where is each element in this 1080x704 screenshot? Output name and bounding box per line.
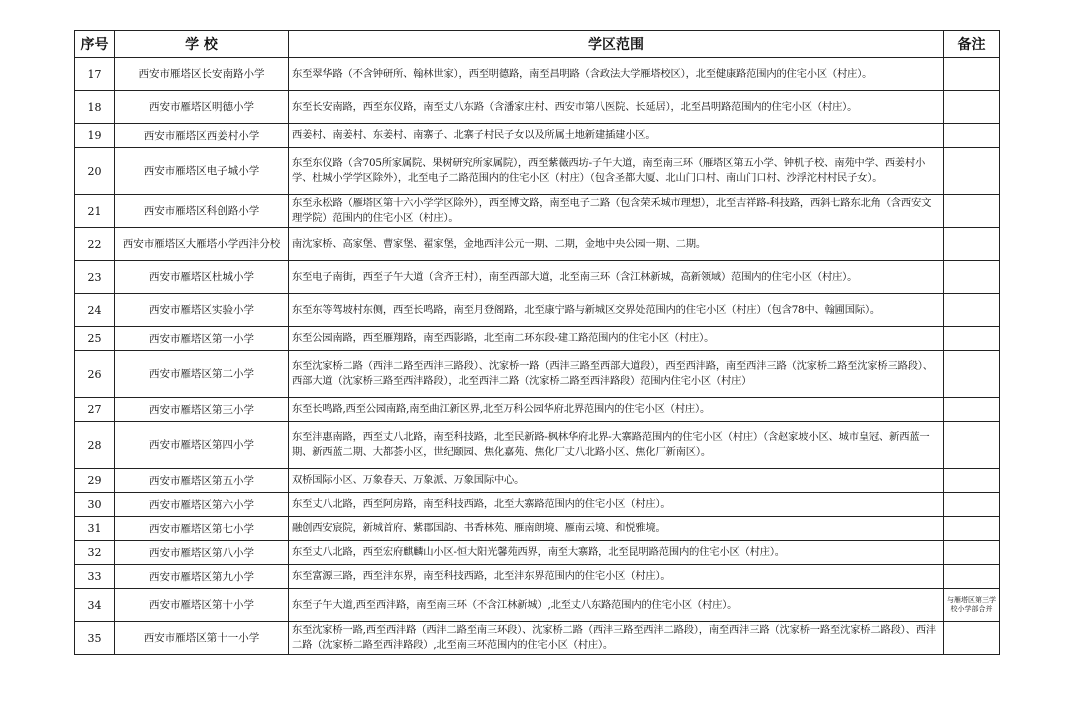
district-range: 东至公园南路，西至雁翔路，南至西影路，北至南二环东段-建工路范围内的住宅小区（村庄）。 [289, 327, 944, 351]
table-row [75, 622, 1000, 655]
row-number: 35 [75, 622, 115, 655]
school-name: 西安市雁塔区第一小学 [115, 327, 289, 351]
remark [944, 351, 1000, 398]
row-number: 29 [75, 469, 115, 493]
row-number: 34 [75, 589, 115, 622]
row-number: 32 [75, 541, 115, 565]
district-range: 东至沈家桥二路（西沣二路至西沣三路段）、沈家桥一路（西沣三路至西部大道段），西至西沣路，南至西沣三路（沈家桥二路至沈家桥三路段）、西部大道（沈家桥三路至西沣路段），北至西沣二路（沈家桥二路至西沣路段）范围内住宅小区（村庄） [289, 351, 944, 398]
school-name: 西安市雁塔区第七小学 [115, 517, 289, 541]
row-number: 18 [75, 91, 115, 124]
remark [944, 493, 1000, 517]
school-name: 西安市雁塔区西姜村小学 [115, 124, 289, 148]
school-name: 西安市雁塔区第十小学 [115, 589, 289, 622]
district-range: 东至东等驾坡村东侧，西至长鸣路，南至月登阁路，北至康宁路与新城区交界处范围内的住宅小区（村庄）（包含78中、翰圃国际）。 [289, 294, 944, 327]
district-range: 东至富源三路，西至沣东界，南至科技西路，北至沣东界范围内的住宅小区（村庄）。 [289, 565, 944, 589]
header-school: 学 校 [115, 31, 289, 58]
remark [944, 124, 1000, 148]
header-range: 学区范围 [289, 31, 944, 58]
district-range: 南沈家桥、高家堡、曹家堡、翟家堡，金地西沣公元一期、二期，金地中央公园一期、二期。 [289, 228, 944, 261]
remark [944, 148, 1000, 195]
remark [944, 469, 1000, 493]
table-row [75, 58, 1000, 91]
district-range: 西姜村、南姜村、东姜村、南寨子、北寨子村民子女以及所属土地新建插建小区。 [289, 124, 944, 148]
header-note: 备注 [944, 31, 1000, 58]
district-range: 东至东仪路（含705所家属院、果树研究所家属院），西至紫薇西坊-子午大道，南至南三环（雁塔区第五小学、钟机子校、南苑中学、西姜村小学、杜城小学学区除外），北至电子二路范围内的住宅小区（村庄）（包含圣都大厦、北山门口村、南山门口村、沙浮沱村村民子女）。 [289, 148, 944, 195]
table-row [75, 517, 1000, 541]
table-row [75, 422, 1000, 469]
district-range: 东至沈家桥一路,西至西沣路（西沣二路至南三环段）、沈家桥二路（西沣三路至西沣二路段），南至西沣三路（沈家桥一路至沈家桥二路段）、西沣二路（沈家桥二路至西沣路段）,北至南三环范围内的住宅小区（村庄）。 [289, 622, 944, 655]
table-row [75, 565, 1000, 589]
table-row [75, 589, 1000, 622]
remark [944, 91, 1000, 124]
table-row [75, 541, 1000, 565]
school-name: 西安市雁塔区科创路小学 [115, 195, 289, 228]
table-row [75, 351, 1000, 398]
district-range: 东至翠华路（不含钟研所、翰林世家），西至明德路，南至昌明路（含政法大学雁塔校区），北至健康路范围内的住宅小区（村庄）。 [289, 58, 944, 91]
row-number: 19 [75, 124, 115, 148]
district-range: 双桥国际小区、万象春天、万象派、万象国际中心。 [289, 469, 944, 493]
header-no: 序号 [75, 31, 115, 58]
district-range: 东至沣惠南路，西至丈八北路，南至科技路，北至民新路-枫林华府北界-大寨路范围内的住宅小区（村庄）（含赵家坡小区、城市皇冠、新西蓝一期、新西蓝二期、大都荟小区，世纪颐园、焦化嘉苑、焦化厂丈八北路小区、焦化厂新南区）。 [289, 422, 944, 469]
district-range: 东至长鸣路,西至公园南路,南至曲江新区界,北至万科公园华府北界范围内的住宅小区（村庄）。 [289, 398, 944, 422]
school-name: 西安市雁塔区第六小学 [115, 493, 289, 517]
school-name: 西安市雁塔区杜城小学 [115, 261, 289, 294]
district-range: 东至子午大道,西至西沣路，南至南三环（不含江林新城）,北至丈八东路范围内的住宅小区（村庄）。 [289, 589, 944, 622]
row-number: 20 [75, 148, 115, 195]
remark [944, 422, 1000, 469]
remark [944, 228, 1000, 261]
district-range: 融创西安宸院，新城首府、紫郡国韵、书香林苑、雁南朗境、雁南云境、和悦雅境。 [289, 517, 944, 541]
table-header-row [75, 31, 1000, 58]
district-range: 东至永松路（雁塔区第十六小学学区除外），西至博文路，南至电子二路（包含荣禾城市理想），北至吉祥路-科技路，西斜七路东北角（含西安文理学院）范围内的住宅小区（村庄）。 [289, 195, 944, 228]
school-name: 西安市雁塔区第十一小学 [115, 622, 289, 655]
table-row [75, 327, 1000, 351]
table-row [75, 294, 1000, 327]
row-number: 23 [75, 261, 115, 294]
district-range: 东至丈八北路，西至阿房路，南至科技西路，北至大寨路范围内的住宅小区（村庄）。 [289, 493, 944, 517]
row-number: 24 [75, 294, 115, 327]
table-row [75, 398, 1000, 422]
remark [944, 398, 1000, 422]
row-number: 31 [75, 517, 115, 541]
school-name: 西安市雁塔区第五小学 [115, 469, 289, 493]
school-name: 西安市雁塔区实验小学 [115, 294, 289, 327]
row-number: 22 [75, 228, 115, 261]
table-row [75, 91, 1000, 124]
school-name: 西安市雁塔区第九小学 [115, 565, 289, 589]
table-row [75, 124, 1000, 148]
district-range: 东至长安南路，西至东仪路，南至丈八东路（含潘家庄村、西安市第八医院、长延居），北至昌明路范围内的住宅小区（村庄）。 [289, 91, 944, 124]
remark [944, 517, 1000, 541]
school-name: 西安市雁塔区电子城小学 [115, 148, 289, 195]
row-number: 27 [75, 398, 115, 422]
school-name: 西安市雁塔区第四小学 [115, 422, 289, 469]
school-name: 西安市雁塔区第二小学 [115, 351, 289, 398]
row-number: 28 [75, 422, 115, 469]
school-district-table [74, 30, 1000, 655]
table-row [75, 469, 1000, 493]
table-row [75, 195, 1000, 228]
row-number: 30 [75, 493, 115, 517]
row-number: 21 [75, 195, 115, 228]
row-number: 25 [75, 327, 115, 351]
row-number: 33 [75, 565, 115, 589]
remark [944, 541, 1000, 565]
remark [944, 261, 1000, 294]
row-number: 26 [75, 351, 115, 398]
remark [944, 622, 1000, 655]
school-name: 西安市雁塔区明德小学 [115, 91, 289, 124]
remark [944, 565, 1000, 589]
table-row [75, 148, 1000, 195]
district-range: 东至电子南街，西至子午大道（含齐王村），南至西部大道，北至南三环（含江林新城，高新领域）范围内的住宅小区（村庄）。 [289, 261, 944, 294]
table-row [75, 493, 1000, 517]
remark [944, 58, 1000, 91]
school-name: 西安市雁塔区长安南路小学 [115, 58, 289, 91]
remark: 与雁塔区第三学校小学部合并 [944, 589, 1000, 622]
remark [944, 294, 1000, 327]
row-number: 17 [75, 58, 115, 91]
school-name: 西安市雁塔区第三小学 [115, 398, 289, 422]
remark [944, 195, 1000, 228]
table-row [75, 228, 1000, 261]
table-row [75, 261, 1000, 294]
school-name: 西安市雁塔区大雁塔小学西沣分校 [115, 228, 289, 261]
remark [944, 327, 1000, 351]
school-name: 西安市雁塔区第八小学 [115, 541, 289, 565]
district-range: 东至丈八北路，西至宏府麒麟山小区-恒大阳光馨苑西界，南至大寨路，北至昆明路范围内的住宅小区（村庄）。 [289, 541, 944, 565]
